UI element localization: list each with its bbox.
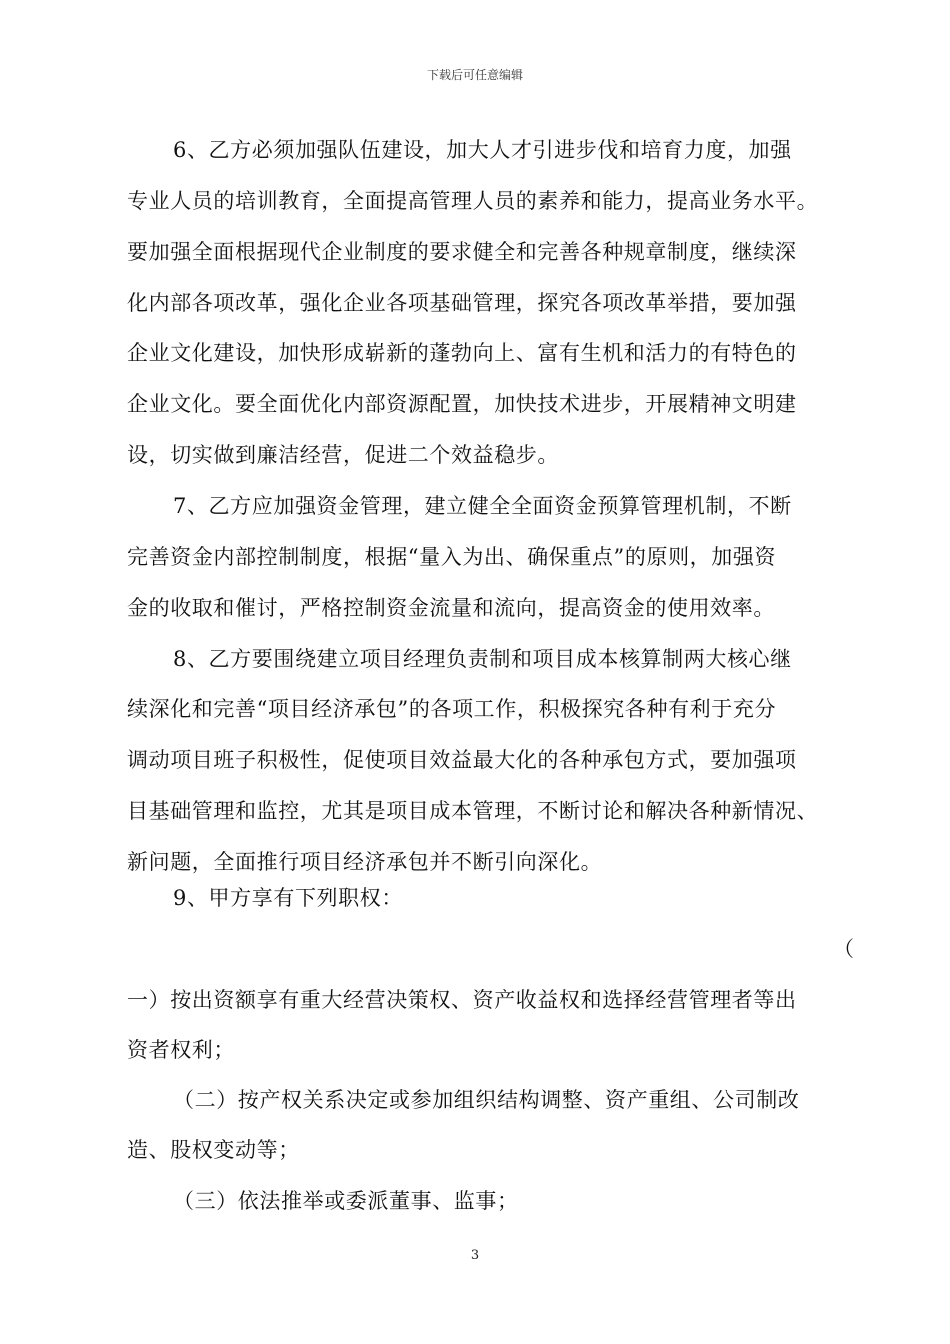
paragraph-8-line-2: 续深化和完善“项目经济承包”的各项工作，积极探究各种有利于充分: [127, 697, 777, 721]
paragraph-6-line-7: 设，切实做到廉洁经营，促进二个效益稳步。: [127, 443, 559, 467]
stray-open-paren: （: [833, 937, 854, 961]
paragraph-8-line-1: 8、乙方要围绕建立项目经理负责制和项目成本核算制两大核心继: [173, 647, 792, 671]
paragraph-6-line-1: 6、乙方必须加强队伍建设，加大人才引进步伐和培育力度，加强: [173, 138, 792, 162]
page-number: 3: [470, 1248, 480, 1263]
paragraph-6-line-6: 企业文化。要全面优化内部资源配置，加快技术进步，开展精神文明建: [127, 392, 797, 416]
paragraph-7-line-3: 金的收取和催讨，严格控制资金流量和流向，提高资金的使用效率。: [127, 596, 775, 620]
paragraph-7-line-2: 完善资金内部控制制度，根据“量入为出、确保重点”的原则，加强资: [127, 545, 777, 569]
item-3-line-1: （三）依法推举或委派董事、监事；: [173, 1189, 519, 1213]
page-header-note: 下载后可任意编辑: [426, 68, 523, 82]
item-2-line-1: （二）按产权关系决定或参加组织结构调整、资产重组、公司制改: [173, 1088, 800, 1112]
paragraph-8-line-4: 目基础管理和监控，尤其是项目成本管理，不断讨论和解决各种新情况、: [127, 799, 819, 823]
paragraph-6-line-3: 要加强全面根据现代企业制度的要求健全和完善各种规章制度，继续深: [127, 240, 797, 264]
paragraph-7-line-1: 7、乙方应加强资金管理，建立健全全面资金预算管理机制，不断: [173, 494, 792, 518]
paragraph-6-line-2: 专业人员的培训教育，全面提高管理人员的素养和能力，提高业务水平。: [127, 189, 819, 213]
item-1-line-2: 资者权利；: [127, 1038, 235, 1062]
paragraph-6-line-4: 化内部各项改革，强化企业各项基础管理，探究各项改革举措，要加强: [127, 291, 797, 315]
item-1-line-1: 一）按出资额享有重大经营决策权、资产收益权和选择经营管理者等出: [127, 988, 797, 1012]
paragraph-8-line-3: 调动项目班子积极性，促使项目效益最大化的各种承包方式，要加强项: [127, 748, 797, 772]
paragraph-8-line-5: 新问题，全面推行项目经济承包并不断引向深化。: [127, 850, 603, 874]
paragraph-6-line-5: 企业文化建设，加快形成崭新的蓬勃向上、富有生机和活力的有特色的: [127, 341, 797, 365]
paragraph-9-heading: 9、甲方享有下列职权：: [173, 886, 403, 910]
item-2-line-2: 造、股权变动等；: [127, 1138, 300, 1162]
